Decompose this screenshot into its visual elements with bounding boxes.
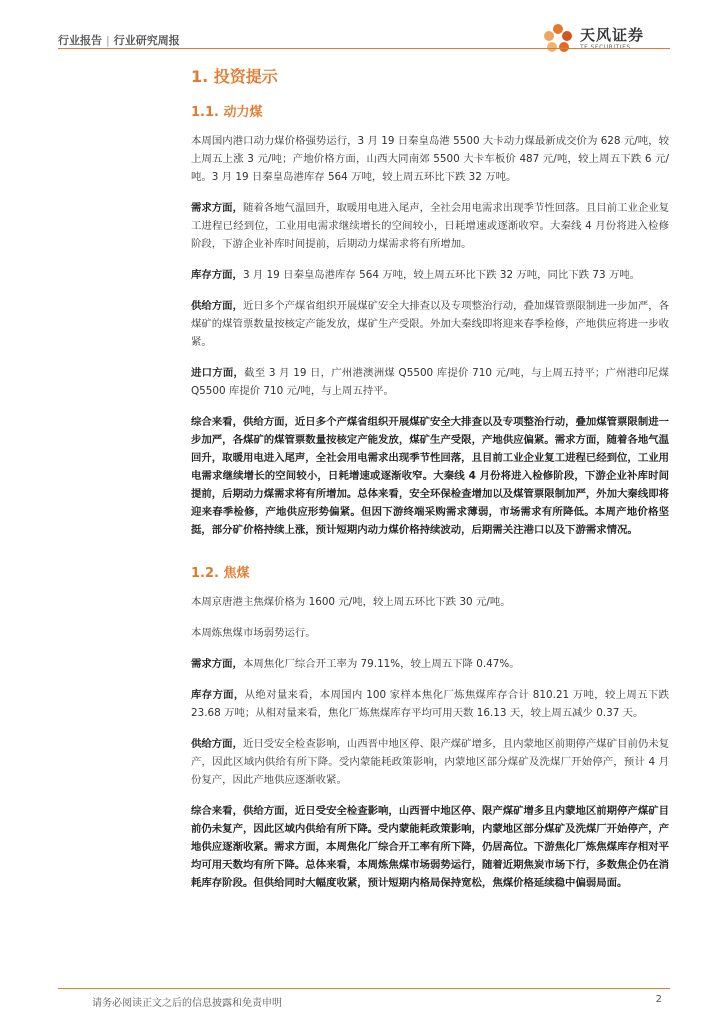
paragraph-inventory: 库存方面，从绝对量来看，本周国内 100 家样本焦化厂炼焦煤库存合计 810.21 万吨，较上周五下跌 23.68 万吨；从相对量来看，焦化厂炼焦煤库存平均可用天数 16.13 天，较上周五减少 0.37 天。	[191, 689, 670, 719]
paragraph-supply: 供给方面，近日受安全检查影响，山西晋中地区停、限产煤矿增多，且内蒙地区前期停产煤矿目前仍未复产，因此区域内供给有所下降。受内蒙能耗政策影响，内蒙地区部分煤矿及洗煤厂开始停产，预计 4 月份复产，因此产地供应逐渐收紧。	[191, 738, 670, 786]
summary-paragraph: 综合来看，供给方面，近日受安全检查影响，山西晋中地区停、限产煤矿增多且内蒙地区前期停产煤矿目前仍未复产，因此区域内供给有所下降。受内蒙能耗政策影响，内蒙地区部分煤矿及洗煤厂开始停产，产地供应逐渐收紧。需求方面，本周焦化厂综合开工率有所下降，仍居高位。下游焦化厂炼焦煤库存相对平均可用天数均有所下降。总体来看，本周炼焦煤市场弱势运行，随着近期焦炭市场下行，多数焦企仍在消耗库存阶段。但供给同时大幅度收紧，预计短期内格局保持宽松，焦煤价格延续稳中偏弱局面。	[191, 805, 669, 889]
header-divider	[58, 48, 670, 49]
paragraph-import: 进口方面，截至 3 月 19 日，广州港澳洲煤 Q5500 库提价 710 元/吨，与上周五持平；广州港印尼煤 Q5500 库提价 710 元/吨，与上周五持平。	[191, 367, 670, 397]
paragraph-inventory: 库存方面，3 月 19 日秦皇岛港库存 564 万吨，较上周五环比下跌 32 万吨，同比下跌 73 万吨。	[191, 269, 641, 281]
paragraph-supply: 供给方面，近日多个产煤省组织开展煤矿安全大排查以及专项整治行动，叠加煤管票限制进一步加严，各煤矿的煤管票数量按核定产能发放，煤矿生产受限。外加大秦线即将迎来春季检修，产地供应将进一步收紧。	[191, 300, 670, 348]
tf-securities-logo	[540, 22, 670, 56]
paragraph: 本周京唐港主焦煤价格为 1600 元/吨，较上周五环比下跌 30 元/吨。	[191, 596, 511, 608]
summary-paragraph: 综合来看，供给方面，近日多个产煤省组织开展煤矿安全大排查以及专项整治行动，叠加煤管票限制进一步加严，各煤矿的煤管票数量按核定产能发放，煤矿生产受限，产地供应偏紧。需求方面，随着各地气温回升，取暖用电进入尾声，全社会用电需求出现季节性回落，且目前工业企业复工进程已经到位，工业用电需求继续增长的空间较小，日耗增速或逐渐收窄。大秦线 4 月份将进入检修阶段，下游企业补库时间提前，后期动力煤需求将有所增加。总体来看，安全环保检查增加以及煤管票限制加严，外加大秦线即将迎来春季检修，产地供应形势偏紧。但因下游终端采购需求薄弱，市场需求有所降低。本周产地价格坚挺，部分矿价格持续上涨，预计短期内动力煤价格持续波动，后期需关注港口以及下游需求情况。	[191, 416, 669, 536]
paragraph-demand: 需求方面，随着各地气温回升，取暖用电进入尾声，全社会用电需求出现季节性回落。且目前工业企业复工进程已经到位，工业用电需求继续增长的空间较小，日耗增速或逐渐收窄。大秦线 4 月份将进入检修阶段，下游企业补库时间提前，后期动力煤需求将有所增加。	[191, 202, 670, 250]
section-title: 1. 投资提示	[191, 67, 278, 86]
category-label: 行业报告	[58, 34, 102, 47]
disclaimer-text: 请务必阅读正文之后的信息披露和免责申明	[92, 998, 282, 1009]
brand-name-en: TF SECURITIES	[580, 44, 631, 51]
header-separator: |	[106, 34, 110, 47]
page-number: 2	[655, 994, 662, 1005]
report-category	[58, 32, 180, 48]
footer-divider	[58, 988, 670, 989]
paragraph-demand: 需求方面，本周焦化厂综合开工率为 79.11%，较上周五下降 0.47%。	[191, 658, 520, 670]
subsection-title-coking-coal: 1.2. 焦煤	[191, 566, 250, 581]
paragraph: 本周国内港口动力煤价格强势运行，3 月 19 日秦皇岛港 5500 大卡动力煤最新成交价为 628 元/吨，较上周五上涨 3 元/吨；产地价格方面，山西大同南郊 5500 大卡车板价 487 元/吨，较上周五下跌 6 元/吨。3 月 19 日秦皇岛港库存 564 万吨，较上周五环比下跌 32 万吨。	[191, 135, 669, 183]
subsection-title-thermal-coal: 1.1. 动力煤	[191, 105, 263, 120]
logo-flower-icon	[540, 22, 576, 56]
subcategory-label: 行业研究周报	[113, 34, 180, 47]
main-content	[191, 64, 669, 905]
paragraph: 本周炼焦煤市场弱势运行。	[191, 627, 316, 639]
page-header	[58, 26, 670, 51]
brand-name-cn: 天风证券	[580, 26, 645, 44]
